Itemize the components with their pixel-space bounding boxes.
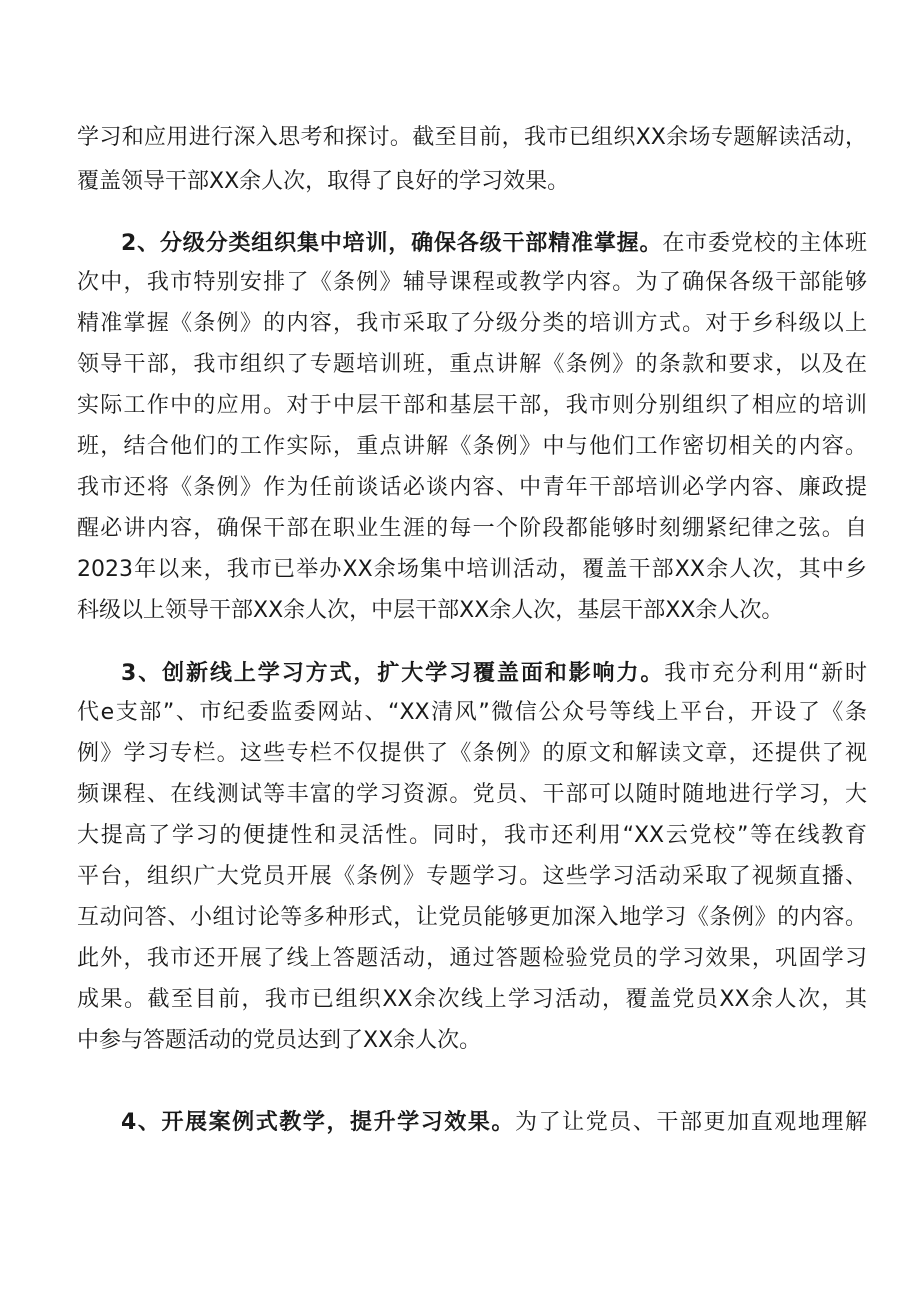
text-line: 中参与答题活动的党员达到了XX余人次。	[77, 1028, 482, 1053]
text-line: 学习和应用进行深入思考和探讨。截至目前，我市已组织XX余场专题解读活动，	[77, 125, 867, 150]
text-line: 覆盖领导干部XX余人次，取得了良好的学习效果。	[77, 169, 570, 194]
text-line: 科级以上领导干部XX余人次，中层干部XX余人次，基层干部XX余人次。	[77, 598, 784, 623]
paragraph-heading: 2、分级分类组织集中培训，确保各级干部精准掌握。	[121, 231, 663, 256]
text-line: 例》学习专栏。这些专栏不仅提供了《条例》的原文和解读文章，还提供了视	[77, 741, 867, 766]
text-line: 实际工作中的应用。对于中层干部和基层干部，我市则分别组织了相应的培训	[77, 393, 867, 418]
text-line: 此外，我市还开展了线上答题活动，通过答题检验党员的学习效果，巩固学习	[77, 946, 867, 971]
text-line: 领导干部，我市组织了专题培训班，重点讲解《条例》的条款和要求，以及在	[77, 352, 867, 377]
text-line: 大提高了学习的便捷性和灵活性。同时，我市还利用“XX云党校”等在线教育	[77, 823, 867, 848]
text-line	[121, 1103, 867, 1143]
text-line: 班，结合他们的工作实际，重点讲解《条例》中与他们工作密切相关的内容。	[77, 434, 867, 459]
text-line: 精准掌握《条例》的内容，我市采取了分级分类的培训方式。对于乡科级以上	[77, 311, 867, 336]
text-line: 我市还将《条例》作为任前谈话必谈内容、中青年干部培训必学内容、廉政提	[77, 475, 867, 500]
text-run: 我市充分利用“新时	[664, 661, 867, 686]
paragraph-heading: 4、开展案例式教学，提升学习效果。	[121, 1110, 515, 1135]
text-run: 在市委党校的主体班	[662, 231, 867, 256]
text-line: 醒必讲内容，确保干部在职业生涯的每一个阶段都能够时刻绷紧纪律之弦。自	[77, 516, 867, 541]
text-line	[121, 654, 867, 694]
text-line	[121, 224, 867, 264]
text-line: 互动问答、小组讨论等多种形式，让党员能够更加深入地学习《条例》的内容。	[77, 905, 867, 930]
text-line: 代e支部”、市纪委监委网站、“XX清风”微信公众号等线上平台，开设了《条	[77, 700, 867, 725]
text-run: 为了让党员、干部更加直观地理解	[515, 1110, 867, 1135]
text-line: 次中，我市特别安排了《条例》辅导课程或教学内容。为了确保各级干部能够	[77, 270, 867, 295]
text-line: 平台，组织广大党员开展《条例》专题学习。这些学习活动采取了视频直播、	[77, 864, 867, 889]
text-line: 成果。截至目前，我市已组织XX余次线上学习活动，覆盖党员XX余人次，其	[77, 987, 867, 1012]
text-line: 2023年以来，我市已举办XX余场集中培训活动，覆盖干部XX余人次，其中乡	[77, 557, 867, 582]
paragraph-heading: 3、创新线上学习方式，扩大学习覆盖面和影响力。	[121, 661, 665, 686]
text-line: 频课程、在线测试等丰富的学习资源。党员、干部可以随时随地进行学习，大	[77, 782, 867, 807]
